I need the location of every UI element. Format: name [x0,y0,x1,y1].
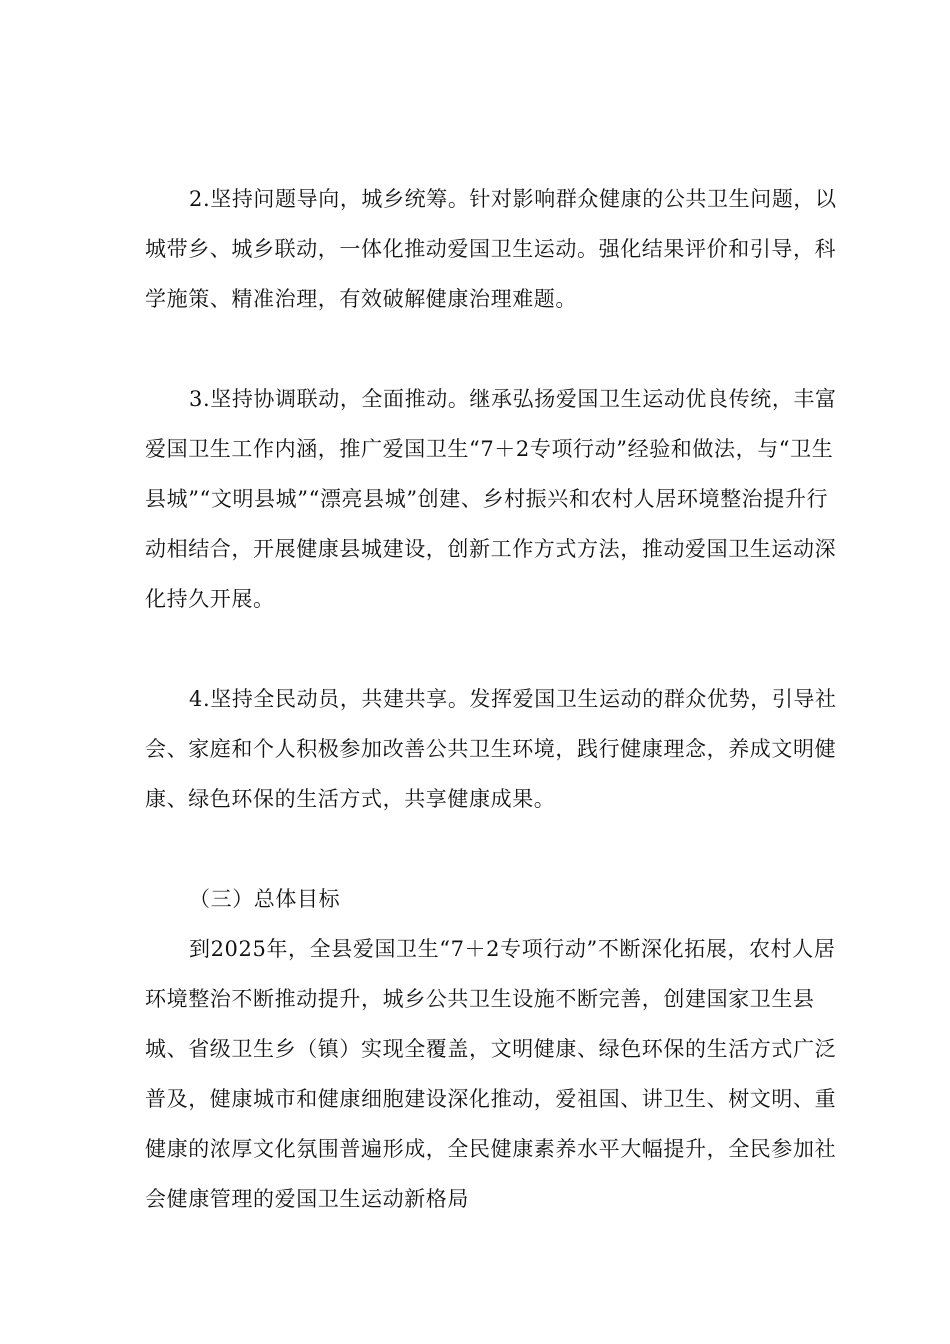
paragraph-overall-goals: 到2025年，全县爱国卫生“7＋2专项行动”不断深化拓展，农村人居环境整治不断推动提升，城乡公共卫生设施不断完善，创建国家卫生县城、省级卫生乡（镇）实现全覆盖，文明健康、绿色环保的生活方式广泛普及，健康城市和健康细胞建设深化推动，爱祖国、讲卫生、树文明、重健康的浓厚文化氛围普遍形成，全民健康素养水平大幅提升，全民参加社会健康管理的爱国卫生运动新格局 [145,937,837,1211]
paragraph-principle-4: 4.坚持全民动员，共建共享。发挥爱国卫生运动的群众优势，引导社会、家庭和个人积极参加改善公共卫生环境，践行健康理念，养成文明健康、绿色环保的生活方式，共享健康成果。 [145,687,837,811]
paragraph-principle-2: 2.坚持问题导向，城乡统筹。针对影响群众健康的公共卫生问题，以城带乡、城乡联动，一体化推动爱国卫生运动。强化结果评价和引导，科学施策、精准治理，有效破解健康治理难题。 [145,187,837,311]
section-heading-overall-goals: （三）总体目标 [189,887,341,911]
paragraph-principle-3: 3.坚持协调联动，全面推动。继承弘扬爱国卫生运动优良传统，丰富爱国卫生工作内涵，推广爱国卫生“7＋2专项行动”经验和做法，与“卫生县城”“文明县城”“漂亮县城”创建、乡村振兴和农村人居环境整治提升行动相结合，开展健康县城建设，创新工作方式方法，推动爱国卫生运动深化持久开展。 [145,387,837,611]
